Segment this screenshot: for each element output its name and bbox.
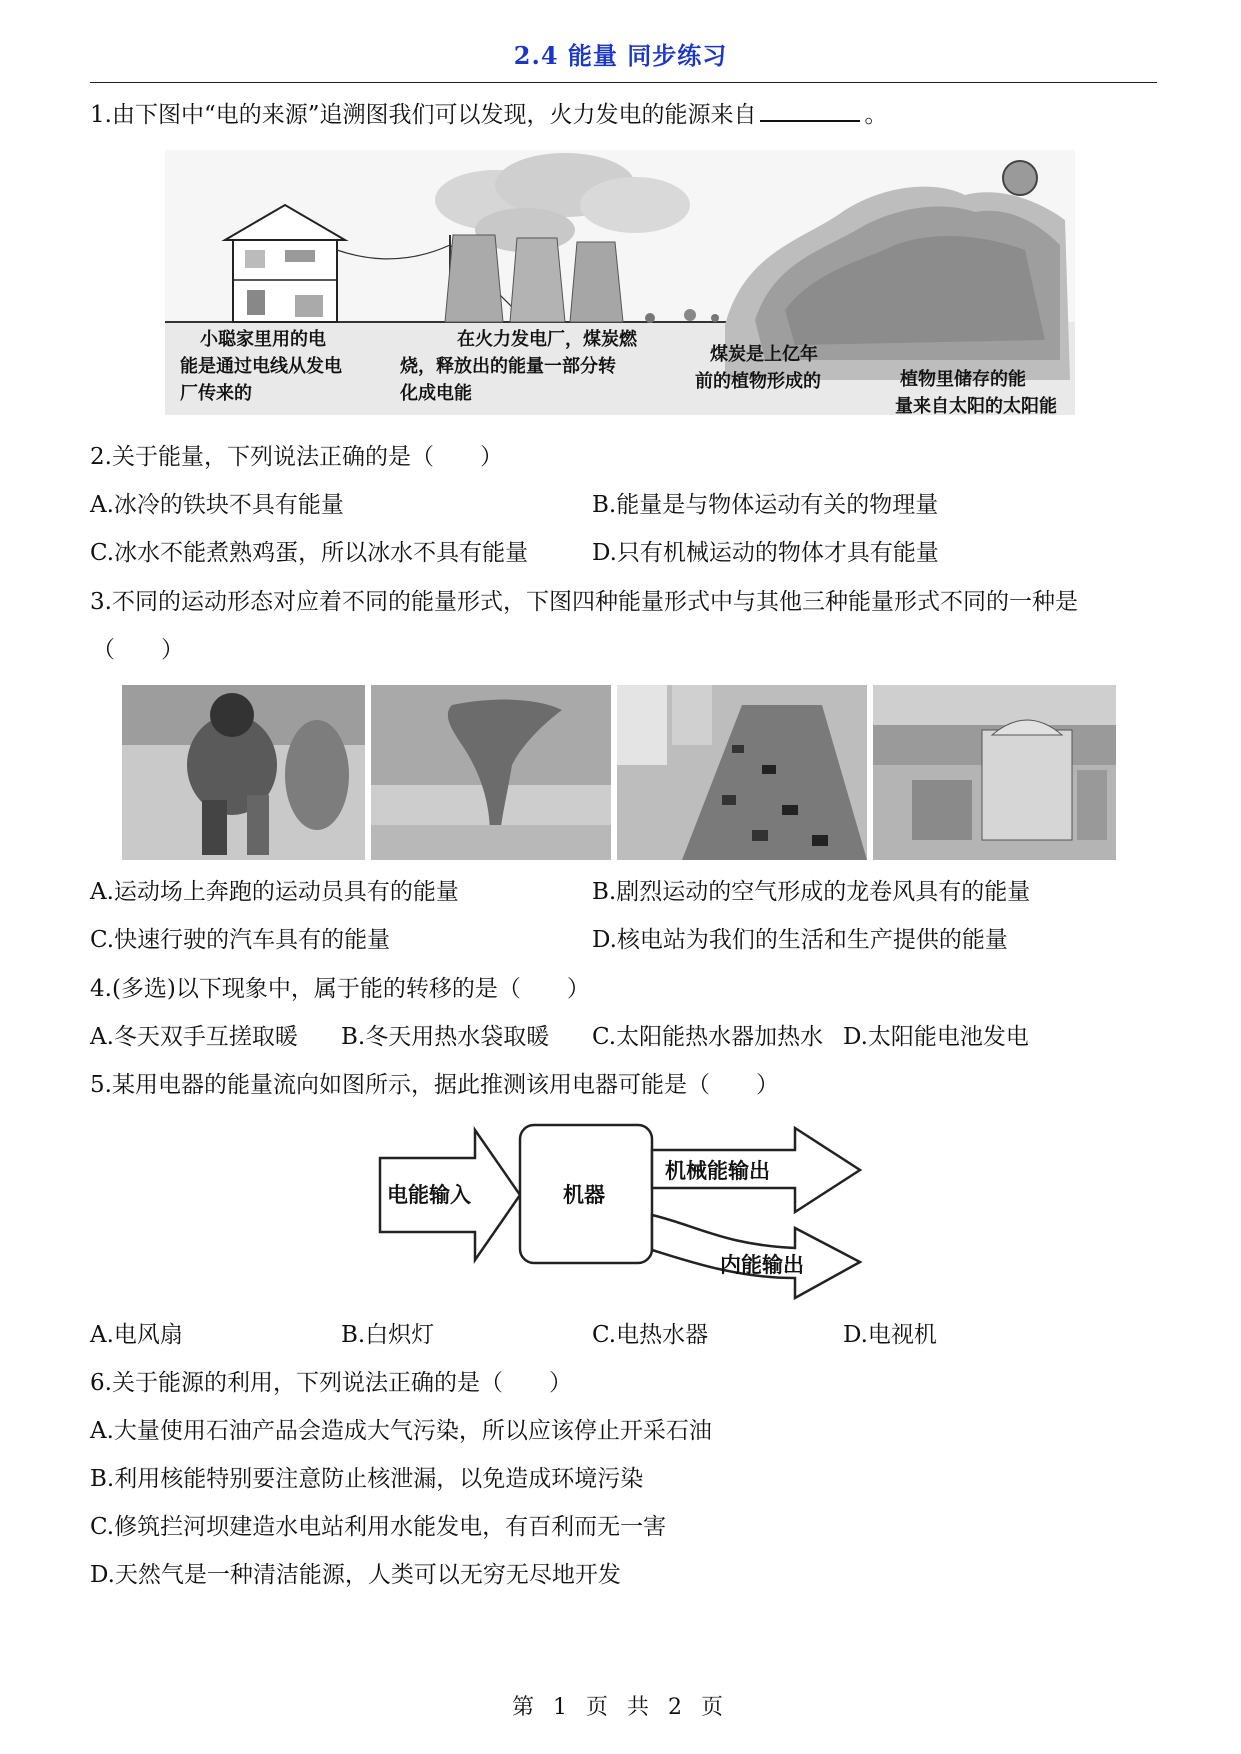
q2-option-a[interactable]: A.冰冷的铁块不具有能量 <box>90 492 344 518</box>
sun-icon <box>1003 161 1037 195</box>
q2-option-c[interactable]: C.冰水不能煮熟鸡蛋，所以冰水不具有能量 <box>90 540 529 566</box>
page-title: 2.4 能量 同步练习 <box>513 41 728 70</box>
caption-plant-2: 烧，释放出的能量一部分转 <box>400 356 616 377</box>
q4-option-a[interactable]: A.冬天双手互搓取暖 <box>90 1024 298 1050</box>
caption-coal-1: 煤炭是上亿年 <box>710 344 818 365</box>
q2-option-d[interactable]: D.只有机械运动的物体才具有能量 <box>592 540 939 566</box>
q6-option-c[interactable]: C.修筑拦河坝建造水电站利用水能发电，有百利而无一害 <box>90 1514 667 1540</box>
q5-option-d[interactable]: D.电视机 <box>843 1322 937 1348</box>
page-footer: 第 1 页 共 2 页 <box>512 1695 729 1720</box>
q4-option-c[interactable]: C.太阳能热水器加热水 <box>592 1024 824 1050</box>
title-divider <box>90 82 1157 83</box>
q5-option-c[interactable]: C.电热水器 <box>592 1322 709 1348</box>
q3-option-d[interactable]: D.核电站为我们的生活和生产提供的能量 <box>592 927 1008 953</box>
photo-nuclear-plant <box>873 685 1116 860</box>
question-1 <box>90 98 887 130</box>
input-label: 电能输入 <box>387 1183 471 1207</box>
q3-option-a[interactable]: A.运动场上奔跑的运动员具有的能量 <box>90 879 459 905</box>
caption-coal-2: 前的植物形成的 <box>695 371 821 392</box>
question-5: 5.某用电器的能量流向如图所示，据此推测该用电器可能是（ ） <box>90 1072 779 1098</box>
q2-option-b[interactable]: B.能量是与物体运动有关的物理量 <box>592 492 939 518</box>
thermal-output-label: 内能输出 <box>720 1253 804 1277</box>
q6-option-a[interactable]: A.大量使用石油产品会造成大气污染，所以应该停止开采石油 <box>90 1418 712 1444</box>
q5-option-b[interactable]: B.白炽灯 <box>341 1322 435 1348</box>
q4-option-d[interactable]: D.太阳能电池发电 <box>843 1024 1029 1050</box>
question-4: 4.(多选)以下现象中，属于能的转移的是（ ） <box>90 976 590 1002</box>
caption-house-2: 能是通过电线从发电 <box>180 356 342 377</box>
question-3-line-2: （ ） <box>92 637 184 663</box>
q5-option-a[interactable]: A.电风扇 <box>90 1322 183 1348</box>
q4-option-b[interactable]: B.冬天用热水袋取暖 <box>341 1024 550 1050</box>
q6-option-b[interactable]: B.利用核能特别要注意防止核泄漏，以免造成环境污染 <box>90 1466 644 1492</box>
answer-blank[interactable] <box>760 98 860 122</box>
question-2: 2.关于能量，下列说法正确的是（ ） <box>90 444 503 470</box>
photo-tornado <box>371 685 611 860</box>
photo-athlete <box>122 685 365 860</box>
energy-forms-photos <box>122 685 1116 860</box>
mechanical-output-label: 机械能输出 <box>665 1159 770 1183</box>
caption-plant-1: 在火力发电厂，煤炭燃 <box>457 329 637 350</box>
q3-option-c[interactable]: C.快速行驶的汽车具有的能量 <box>90 927 391 953</box>
caption-plant-3: 化成电能 <box>400 383 472 404</box>
question-6: 6.关于能源的利用，下列说法正确的是（ ） <box>90 1370 572 1396</box>
photo-traffic <box>617 685 867 860</box>
electricity-source-figure <box>165 150 1075 415</box>
caption-house-3: 厂传来的 <box>180 383 252 404</box>
caption-sun-2: 量来自太阳的太阳能 <box>895 396 1057 415</box>
question-1-text: 1.由下图中“电的来源”追溯图我们可以发现，火力发电的能源来自 <box>90 102 757 128</box>
q6-option-d[interactable]: D.天然气是一种清洁能源，人类可以无穷无尽地开发 <box>90 1562 621 1588</box>
energy-flow-diagram <box>375 1120 875 1305</box>
caption-sun-1: 植物里储存的能 <box>900 369 1026 390</box>
question-3-line-1: 3.不同的运动形态对应着不同的能量形式，下图四种能量形式中与其他三种能量形式不同的一种是 <box>90 589 1078 615</box>
machine-label: 机器 <box>563 1183 605 1207</box>
caption-house-1: 小聪家里用的电 <box>200 329 326 350</box>
q3-option-b[interactable]: B.剧烈运动的空气形成的龙卷风具有的能量 <box>592 879 1031 905</box>
question-1-end: 。 <box>864 102 888 128</box>
